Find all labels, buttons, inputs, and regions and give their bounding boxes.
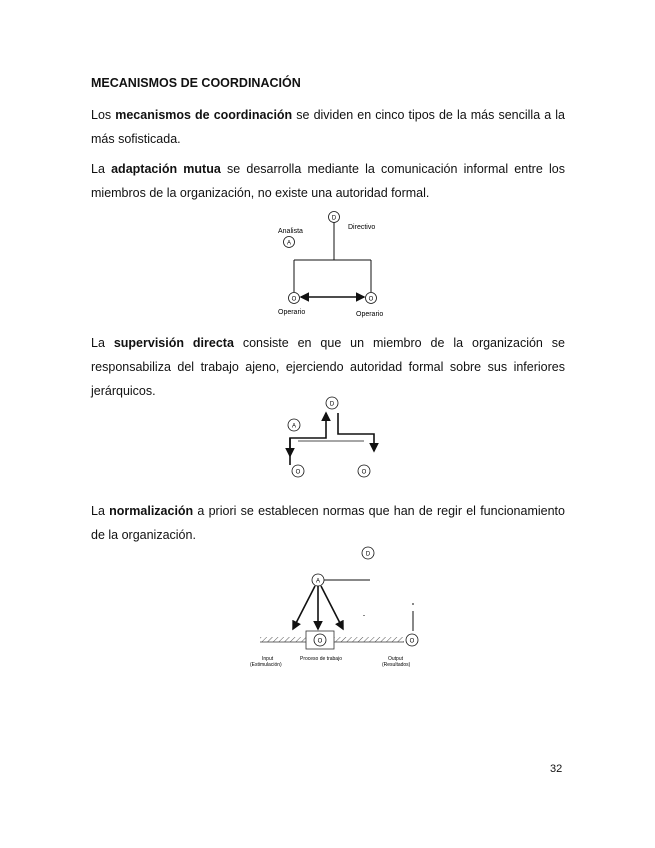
analista-node-letter: A	[291, 423, 297, 430]
operario-left-letter: O	[291, 296, 297, 303]
analista-node-letter: A	[286, 240, 292, 247]
input-label: Input	[262, 656, 274, 662]
section-heading: MECANISMOS DE COORDINACIÓN	[91, 76, 301, 90]
output-label: Output	[388, 656, 404, 662]
page-number: 32	[550, 763, 563, 775]
operario-right-label: Operario	[356, 311, 384, 318]
input-sub-label: (Estimulación)	[250, 662, 282, 668]
analista-label: Analista	[278, 228, 303, 235]
directivo-label: Directivo	[348, 224, 376, 231]
output-node-letter: O	[409, 638, 415, 645]
norm-arrow-right	[321, 586, 343, 629]
norm-arrow-left	[293, 586, 315, 629]
directivo-node-letter: D	[331, 215, 337, 222]
standardization-diagram	[236, 543, 436, 673]
process-label: Proceso de trabajo	[300, 656, 342, 662]
paragraph-standardization: La normalización a priori se establecen normas que han de regir el funcionamiento de la organización.	[91, 504, 565, 542]
operario-left-letter: O	[295, 469, 301, 476]
output-flow-bar	[334, 637, 404, 642]
paragraph-mechanisms: Los mecanismos de coordinación se dividen en cinco tipos de la más sencilla a la más sofisticada.	[91, 108, 565, 146]
input-flow-bar	[260, 637, 306, 642]
supervision-arrow-left	[290, 413, 326, 465]
output-sub-label: (Resultados)	[382, 662, 411, 668]
mutual-adjustment-diagram	[260, 205, 420, 320]
process-node-letter: O	[317, 638, 323, 645]
directivo-node-letter: D	[365, 551, 371, 558]
supervision-arrow-right	[338, 413, 374, 451]
paragraph-direct-supervision: La supervisión directa consiste en que un miembro de la organización se responsabiliza del trabajo ajeno, ejerciendo autoridad formal sobre sus inferiores jerárquicos.	[91, 336, 565, 398]
operario-right-letter: O	[368, 296, 374, 303]
direct-supervision-diagram	[280, 393, 380, 483]
operario-left-label: Operario	[278, 309, 306, 316]
directivo-node-letter: D	[329, 401, 335, 408]
analista-node-letter: A	[315, 578, 321, 585]
paragraph-mutual-adjustment: La adaptación mutua se desarrolla mediante la comunicación informal entre los miembros de la organización, no existe una autoridad formal.	[91, 162, 565, 200]
operario-right-letter: O	[361, 469, 367, 476]
